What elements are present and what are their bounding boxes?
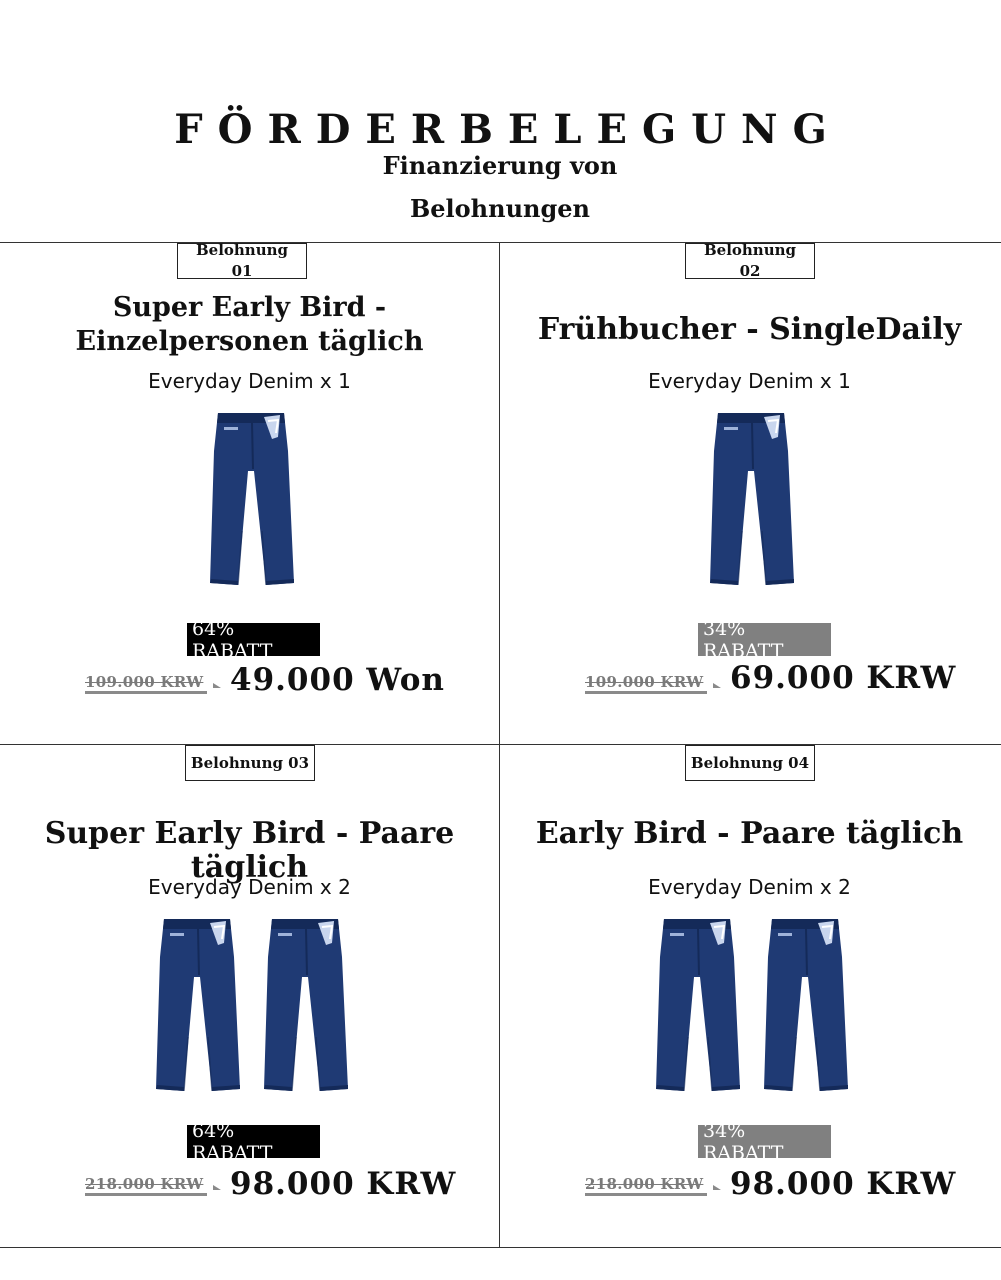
reward-label: Belohnung 04 (685, 745, 815, 781)
old-price: 218.000 KRW (585, 1175, 707, 1196)
new-price: 98.000 KRW (730, 1166, 957, 1202)
new-price: 49.000 Won (230, 662, 445, 698)
reward-title: Early Bird - Paare täglich (535, 816, 964, 851)
jeans-icon (262, 917, 352, 1099)
jeans-icon (654, 917, 744, 1099)
discount-badge: 64% RABATT (187, 1125, 320, 1158)
jeans-icon (208, 411, 298, 593)
subtitle-line-2: Belohnungen (410, 194, 590, 223)
jeans-icon (762, 917, 852, 1099)
new-price: 98.000 KRW (230, 1166, 457, 1202)
arrow-icon (213, 1185, 221, 1190)
jeans-icon (708, 411, 798, 593)
old-price: 218.000 KRW (85, 1175, 207, 1196)
subtitle-line-1: Finanzierung von (382, 151, 618, 180)
reward-card-03[interactable] (0, 745, 499, 1246)
arrow-icon (713, 1185, 721, 1190)
reward-label: Belohnung 03 (185, 745, 315, 781)
discount-badge: 64% RABATT (187, 623, 320, 656)
reward-item: Everyday Denim x 1 (648, 369, 851, 393)
reward-label: Belohnung 02 (685, 243, 815, 279)
page-subtitle (300, 144, 700, 230)
divider-bottom (0, 1247, 1001, 1248)
product-images (500, 917, 999, 1095)
reward-card-04[interactable] (500, 745, 999, 1246)
jeans-icon (154, 917, 244, 1099)
reward-label: Belohnung 01 (177, 243, 307, 279)
reward-card-02[interactable] (500, 243, 999, 744)
arrow-icon (713, 683, 721, 688)
page-title: FÖRDERBELEGUNG (174, 106, 842, 153)
discount-badge: 34% RABATT (698, 623, 831, 656)
old-price: 109.000 KRW (585, 673, 707, 694)
reward-title: Frühbucher - SingleDaily (537, 312, 962, 347)
arrow-icon (213, 683, 221, 688)
new-price: 69.000 KRW (730, 660, 957, 696)
discount-badge: 34% RABATT (698, 1125, 831, 1158)
reward-title: Super Early Bird - Einzelpersonen täglich (75, 292, 424, 357)
reward-title: Super Early Bird - Paare täglich (44, 816, 455, 885)
reward-item: Everyday Denim x 2 (148, 875, 351, 899)
product-images (500, 411, 999, 589)
reward-item: Everyday Denim x 1 (148, 369, 351, 393)
product-images (0, 917, 499, 1095)
old-price: 109.000 KRW (85, 673, 207, 694)
reward-item: Everyday Denim x 2 (648, 875, 851, 899)
product-images (0, 411, 499, 589)
reward-card-01[interactable] (0, 243, 499, 744)
